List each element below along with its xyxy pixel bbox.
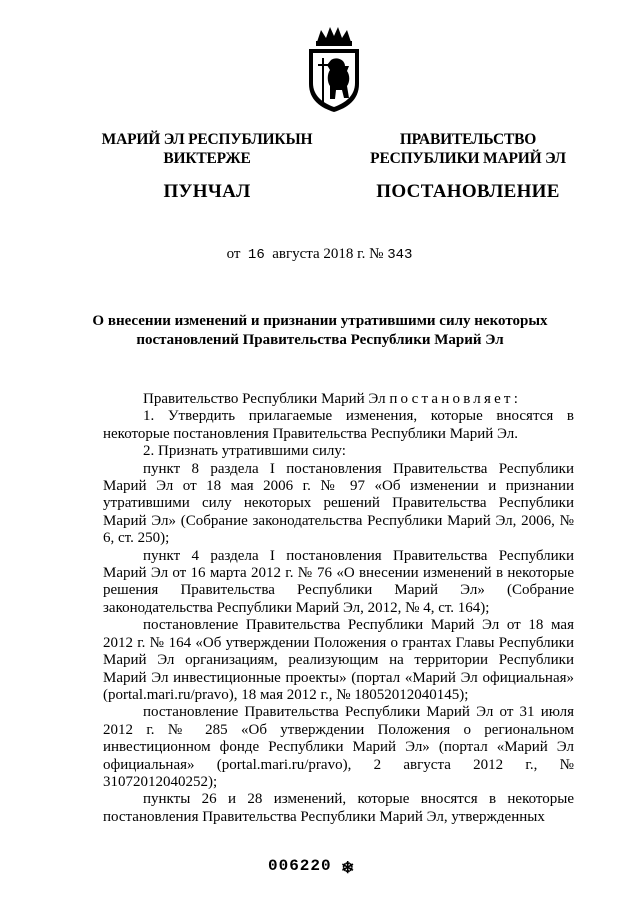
paragraph: пункты 26 и 28 изменений, которые вносятся в некоторые постановления Правительства Республики Марий Эл, утвержденных [103,791,574,825]
date-month-year: августа 2018 г. № [272,246,384,262]
date-line [0,244,639,265]
date-prefix: от [226,246,241,262]
paragraph-intro [103,391,574,408]
header-right-word: ПОСТАНОВЛЕНИЕ [376,181,560,202]
header-right-line1: ПРАВИТЕЛЬСТВО [399,131,537,148]
coat-of-arms-icon [303,22,365,114]
paragraph: постановление Правительства Республики Марий Эл от 18 мая 2012 г. № 164 «Об утверждении Положения о грантах Главы Республики Марий Эл организациям, реализующим на территории Республики Марий Эл инвестиционные проекты» (портал «Марий Эл официальная» (portal.mari.ru/pravo), 18 мая 2012 г., № 18052012040145); [103,617,574,703]
date-day: 16 [247,247,265,263]
header-left-line1: МАРИЙ ЭЛ РЕСПУБЛИКЫН [101,131,313,148]
intro-subject: Правительство Республики Марий Эл [143,391,386,407]
title-line2: постановлений Правительства Республики Марий Эл [136,332,504,348]
header-left-word: ПУНЧАЛ [163,181,251,202]
paragraph: пункт 4 раздела I постановления Правительства Республики Марий Эл от 16 марта 2012 г. № 76 «О внесении изменений в некоторые решения Правительства Республики Марий Эл» (Собрание законодательства Республики Марий Эл, 2012, № 4, ст. 164); [103,547,574,616]
serial-number: 006220 [268,857,332,875]
document-title [60,312,580,350]
document-body [103,391,574,826]
header-right-line2: РЕСПУБЛИКИ МАРИЙ ЭЛ [370,150,566,167]
paragraph: 1. Утвердить прилагаемые изменения, которые вносятся в некоторые постановления Правительства Республики Марий Эл. [103,408,574,442]
paragraph: 2. Признать утратившими силу: [143,443,346,460]
paragraph: постановление Правительства Республики Марий Эл от 31 июля 2012 г. № 285 «Об утверждении Положения о региональном инвестиционном фонде Республики Марий Эл» (портал «Марий Эл официальная» (portal.mari.ru/pravo), 2 августа 2012 г., № 31072012040252); [103,704,574,790]
snowflake-icon: ❄ [341,860,355,877]
header-left [57,130,357,204]
document-number: 343 [387,247,413,263]
header-left-line2: ВИКТЕРЖЕ [163,150,251,167]
paragraph: пункт 8 раздела I постановления Правительства Республики Марий Эл от 18 мая 2006 г. № 97 «Об изменении и признании утратившими силу некоторых решений Правительства Республики Марий Эл» (Собрание законодательства Республики Марий Эл, 2006, № 6, ст. 250); [103,460,574,547]
intro-verb: постановляет: [389,391,522,407]
header-right [318,130,618,204]
title-line1: О внесении изменений и признании утратившими силу некоторых [92,313,548,329]
